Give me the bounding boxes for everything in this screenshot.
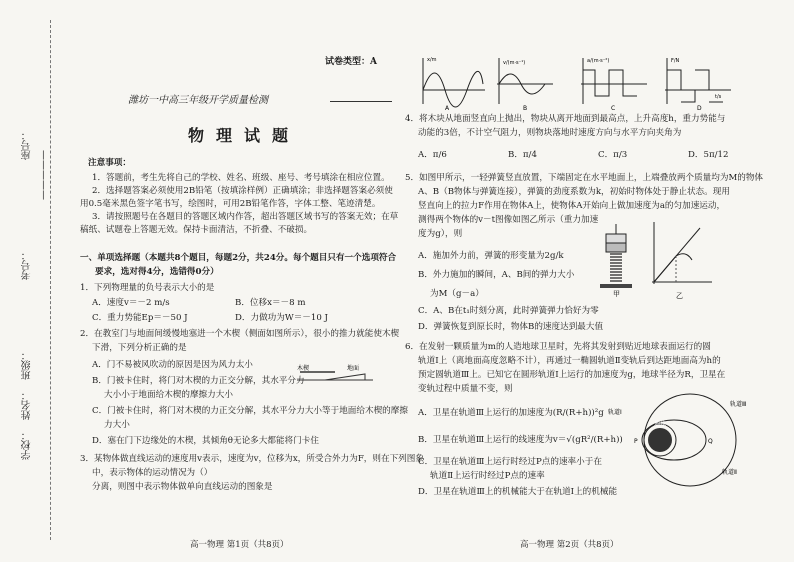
- earth-label: 地球: [654, 421, 667, 428]
- q2-option-d: D．塞在门下边缘处的木楔，其倾角θ无论多大都能将门卡住: [92, 436, 319, 446]
- q5-stem-3: 竖直向上的拉力F作用在物体A上，使物体A开始向上做加速度为a的匀加速运动，: [418, 201, 726, 211]
- block-b: [606, 243, 626, 252]
- footer-left: 高一物理 第1页（共8页）: [190, 540, 289, 550]
- fig-jia-label: 甲: [613, 290, 620, 298]
- ground-label: 地面: [347, 365, 360, 372]
- q5-option-b-1: B．外力施加的瞬间，A、B间的弹力大小: [418, 270, 575, 280]
- q6-stem-4: 变轨过程中质量不变，则: [418, 384, 513, 394]
- wedge-shape: [325, 374, 365, 380]
- q4-option-d: D．5π/12: [688, 150, 729, 160]
- graph-d: [665, 58, 731, 112]
- q1-option-d: D．力做功为W＝－10 J: [235, 313, 328, 323]
- note-line-2: 2．选择题答案必须使用2B铅笔（按填涂样例）正确填涂；非选择题答案必须使: [92, 186, 393, 196]
- q2-option-b-1: B．门被卡住时，将门对木楔的力正交分解，其水平分力: [92, 376, 305, 386]
- section1-heading: 一、单项选择题（本题共8个题目，每题2分，共24分。每个题目只有一个选项符合: [80, 253, 397, 263]
- q3-graphs: [415, 54, 780, 112]
- graph-d-y-label: F/N: [671, 58, 680, 64]
- q6-option-c-1: C．卫星在轨道Ⅲ上运行时经过P点的速率小于在: [418, 457, 602, 467]
- section1-heading-2: 要求，选对得4分，选错得0分）: [95, 267, 219, 277]
- graph-d-label: D: [697, 105, 702, 112]
- q6-option-c-2: 轨道Ⅱ上运行时经过P点的速率: [430, 471, 545, 481]
- q2-option-b-2: 大小小于地面给木楔的摩擦力大小: [104, 390, 233, 400]
- q5-stem-4: 测得两个物体的v－t图像如图乙所示（重力加速: [418, 215, 599, 225]
- graph-a-y-label: x/m: [427, 57, 437, 63]
- line-b: [654, 254, 692, 282]
- orbit-figure: [610, 392, 770, 500]
- q2-option-c-2: 力大小: [104, 420, 130, 430]
- q5-option-a: A．施加外力前，弹簧的形变量为2g/k: [418, 251, 564, 261]
- q6-option-b: B．卫星在轨道Ⅲ上运行的线速度为v＝√(gR²/(R+h)): [418, 435, 623, 445]
- graph-b: [497, 58, 553, 112]
- graph-c-label: C: [611, 105, 616, 112]
- q4-option-b: B．π/4: [508, 150, 537, 160]
- header-rule: [330, 101, 392, 102]
- q6-option-a: A．卫星在轨道Ⅲ上运行的加速度为(R/(R+h))²g: [418, 408, 604, 418]
- q4-option-a: A．π/6: [418, 150, 447, 160]
- wedge-figure: [295, 362, 375, 384]
- graph-a-curve: [423, 71, 483, 107]
- graph-a-label: A: [445, 105, 450, 112]
- exam-name: 潍坊一中高三年级开学质量检测: [128, 95, 268, 106]
- point-q: Q: [708, 438, 713, 445]
- seat-label: 座号：: [22, 130, 33, 160]
- fig-yi-label: 乙: [676, 292, 683, 300]
- graph-a: [423, 57, 485, 112]
- point-p: P: [634, 438, 638, 445]
- door-label: 木楔: [297, 365, 310, 372]
- q5-option-d: D．弹簧恢复到原长时，物体B的速度达到最大值: [418, 322, 604, 332]
- name-label: 姓名：: [22, 390, 33, 420]
- note-line-3: 用0.5毫米黑色签字笔书写，绘图时，可用2B铅笔作答，字体工整、笔迹清楚。: [80, 199, 381, 209]
- earth: [648, 428, 672, 452]
- exam-no-label: 考号：: [22, 250, 33, 280]
- spring: [610, 254, 622, 281]
- school-label: 学校：: [22, 430, 33, 460]
- q1-stem: 1．下列物理量的负号表示大小的是: [80, 283, 215, 293]
- spring-figure: [596, 224, 636, 298]
- q2-stem-2: 下滑，下列分析正确的是: [92, 343, 187, 353]
- note-line-4: 3．请按照题号在各题目的答题区域内作答，超出答题区域书写的答案无效；在草: [92, 212, 399, 222]
- q1-option-a: A．速度v＝－2 m/s: [92, 298, 170, 308]
- note-line-5: 稿纸、试题卷上答题无效。保持卡面清洁，不折叠、不破损。: [80, 225, 313, 235]
- graph-c-y-label: a/(m·s⁻²): [587, 58, 610, 64]
- graph-d-x-label: t/s: [715, 94, 722, 100]
- q5-option-b-2: 为M（g－a）: [430, 289, 484, 299]
- orbit-1-label: 轨道Ⅰ: [608, 409, 622, 416]
- q6-stem-2: 轨道Ⅰ上（离地面高度忽略不计），再通过一椭圆轨道Ⅱ变轨后到达距地面高为h的: [418, 356, 721, 366]
- q3-stem-3: 分离，则图中表示物体做单向直线运动的图象是: [92, 482, 273, 492]
- orbit-3-label: 轨道Ⅲ: [730, 401, 747, 408]
- orbit-2-label: 轨道Ⅱ: [722, 469, 737, 476]
- spring-base: [600, 284, 632, 288]
- q5-option-c: C．A、B在t₁时刻分离，此时弹簧弹力恰好为零: [418, 306, 599, 316]
- paper-type: 试卷类型：A: [325, 57, 377, 67]
- q2-option-a: A．门不易被风吹动的原因是因为风力太小: [92, 360, 253, 370]
- q3-stem-2: 中，表示物体的运动情况为（）: [92, 468, 213, 478]
- q2-stem-1: 2．在教室门与地面间缓慢地塞进一个木楔（侧面如图所示），很小的推力就能使木楔: [80, 329, 400, 339]
- note-line-1: 1．答题前，考生先将自己的学校、姓名、班级、座号、考号填涂在相应位置。: [92, 173, 390, 183]
- q6-option-d: D．卫星在轨道Ⅲ上的机械能大于在轨道Ⅰ上的机械能: [418, 487, 618, 497]
- q5-stem-5: 度为g），则: [418, 229, 463, 239]
- graph-c: [581, 58, 647, 112]
- q5-stem-2: A、B（B物体与弹簧连接），弹簧的劲度系数为k，初始时物体处于静止状态。现用: [418, 187, 730, 197]
- q6-stem-1: 6．在发射一颗质量为m的人造地球卫星时，先将其发射到贴近地球表面运行的圆: [405, 342, 711, 352]
- footer-right: 高一物理 第2页（共8页）: [520, 540, 619, 550]
- q3-stem-1: 3．某物体做直线运动的速度用v表示，速度为v，位移为x，所受合外力为F，则在下列图象: [80, 454, 424, 464]
- q2-option-c-1: C．门被卡住时，将门对木楔的力正交分解，其水平分力大小等于地面给木楔的摩擦: [92, 406, 408, 416]
- q1-option-b: B．位移x＝－8 m: [235, 298, 306, 308]
- graph-b-label: B: [523, 105, 528, 112]
- q4-stem-2: 动能的3倍，不计空气阻力，则物块落地时速度方向与水平方向夹角为: [418, 128, 682, 138]
- notes-heading: 注意事项：: [88, 158, 131, 168]
- q1-option-c: C．重力势能Ep＝－50 J: [92, 313, 188, 323]
- q6-stem-3: 预定圆轨道Ⅲ上。已知它在圆形轨道Ⅰ上运行的加速度为g，地球半径为R，卫星在: [418, 370, 726, 380]
- q4-stem-1: 4．将木块从地面竖直向上抛出，物块从离开地面到最高点，上升高度h，重力势能与: [405, 114, 726, 124]
- vt-graph: [646, 220, 716, 300]
- block-a: [606, 234, 626, 243]
- graph-b-y-label: v/(m·s⁻¹): [503, 60, 526, 66]
- q5-stem-1: 5．如图甲所示，一轻弹簧竖直放置，下端固定在水平地面上，上端叠放两个质量均为M的物体: [405, 173, 764, 183]
- binding-line: [50, 20, 51, 540]
- class-label: 班级：: [22, 350, 33, 380]
- q4-option-c: C．π/3: [598, 150, 628, 160]
- page-title: 物理试题: [188, 126, 301, 145]
- seat-line: —————: [38, 150, 49, 200]
- graph-c-curve: [583, 70, 637, 96]
